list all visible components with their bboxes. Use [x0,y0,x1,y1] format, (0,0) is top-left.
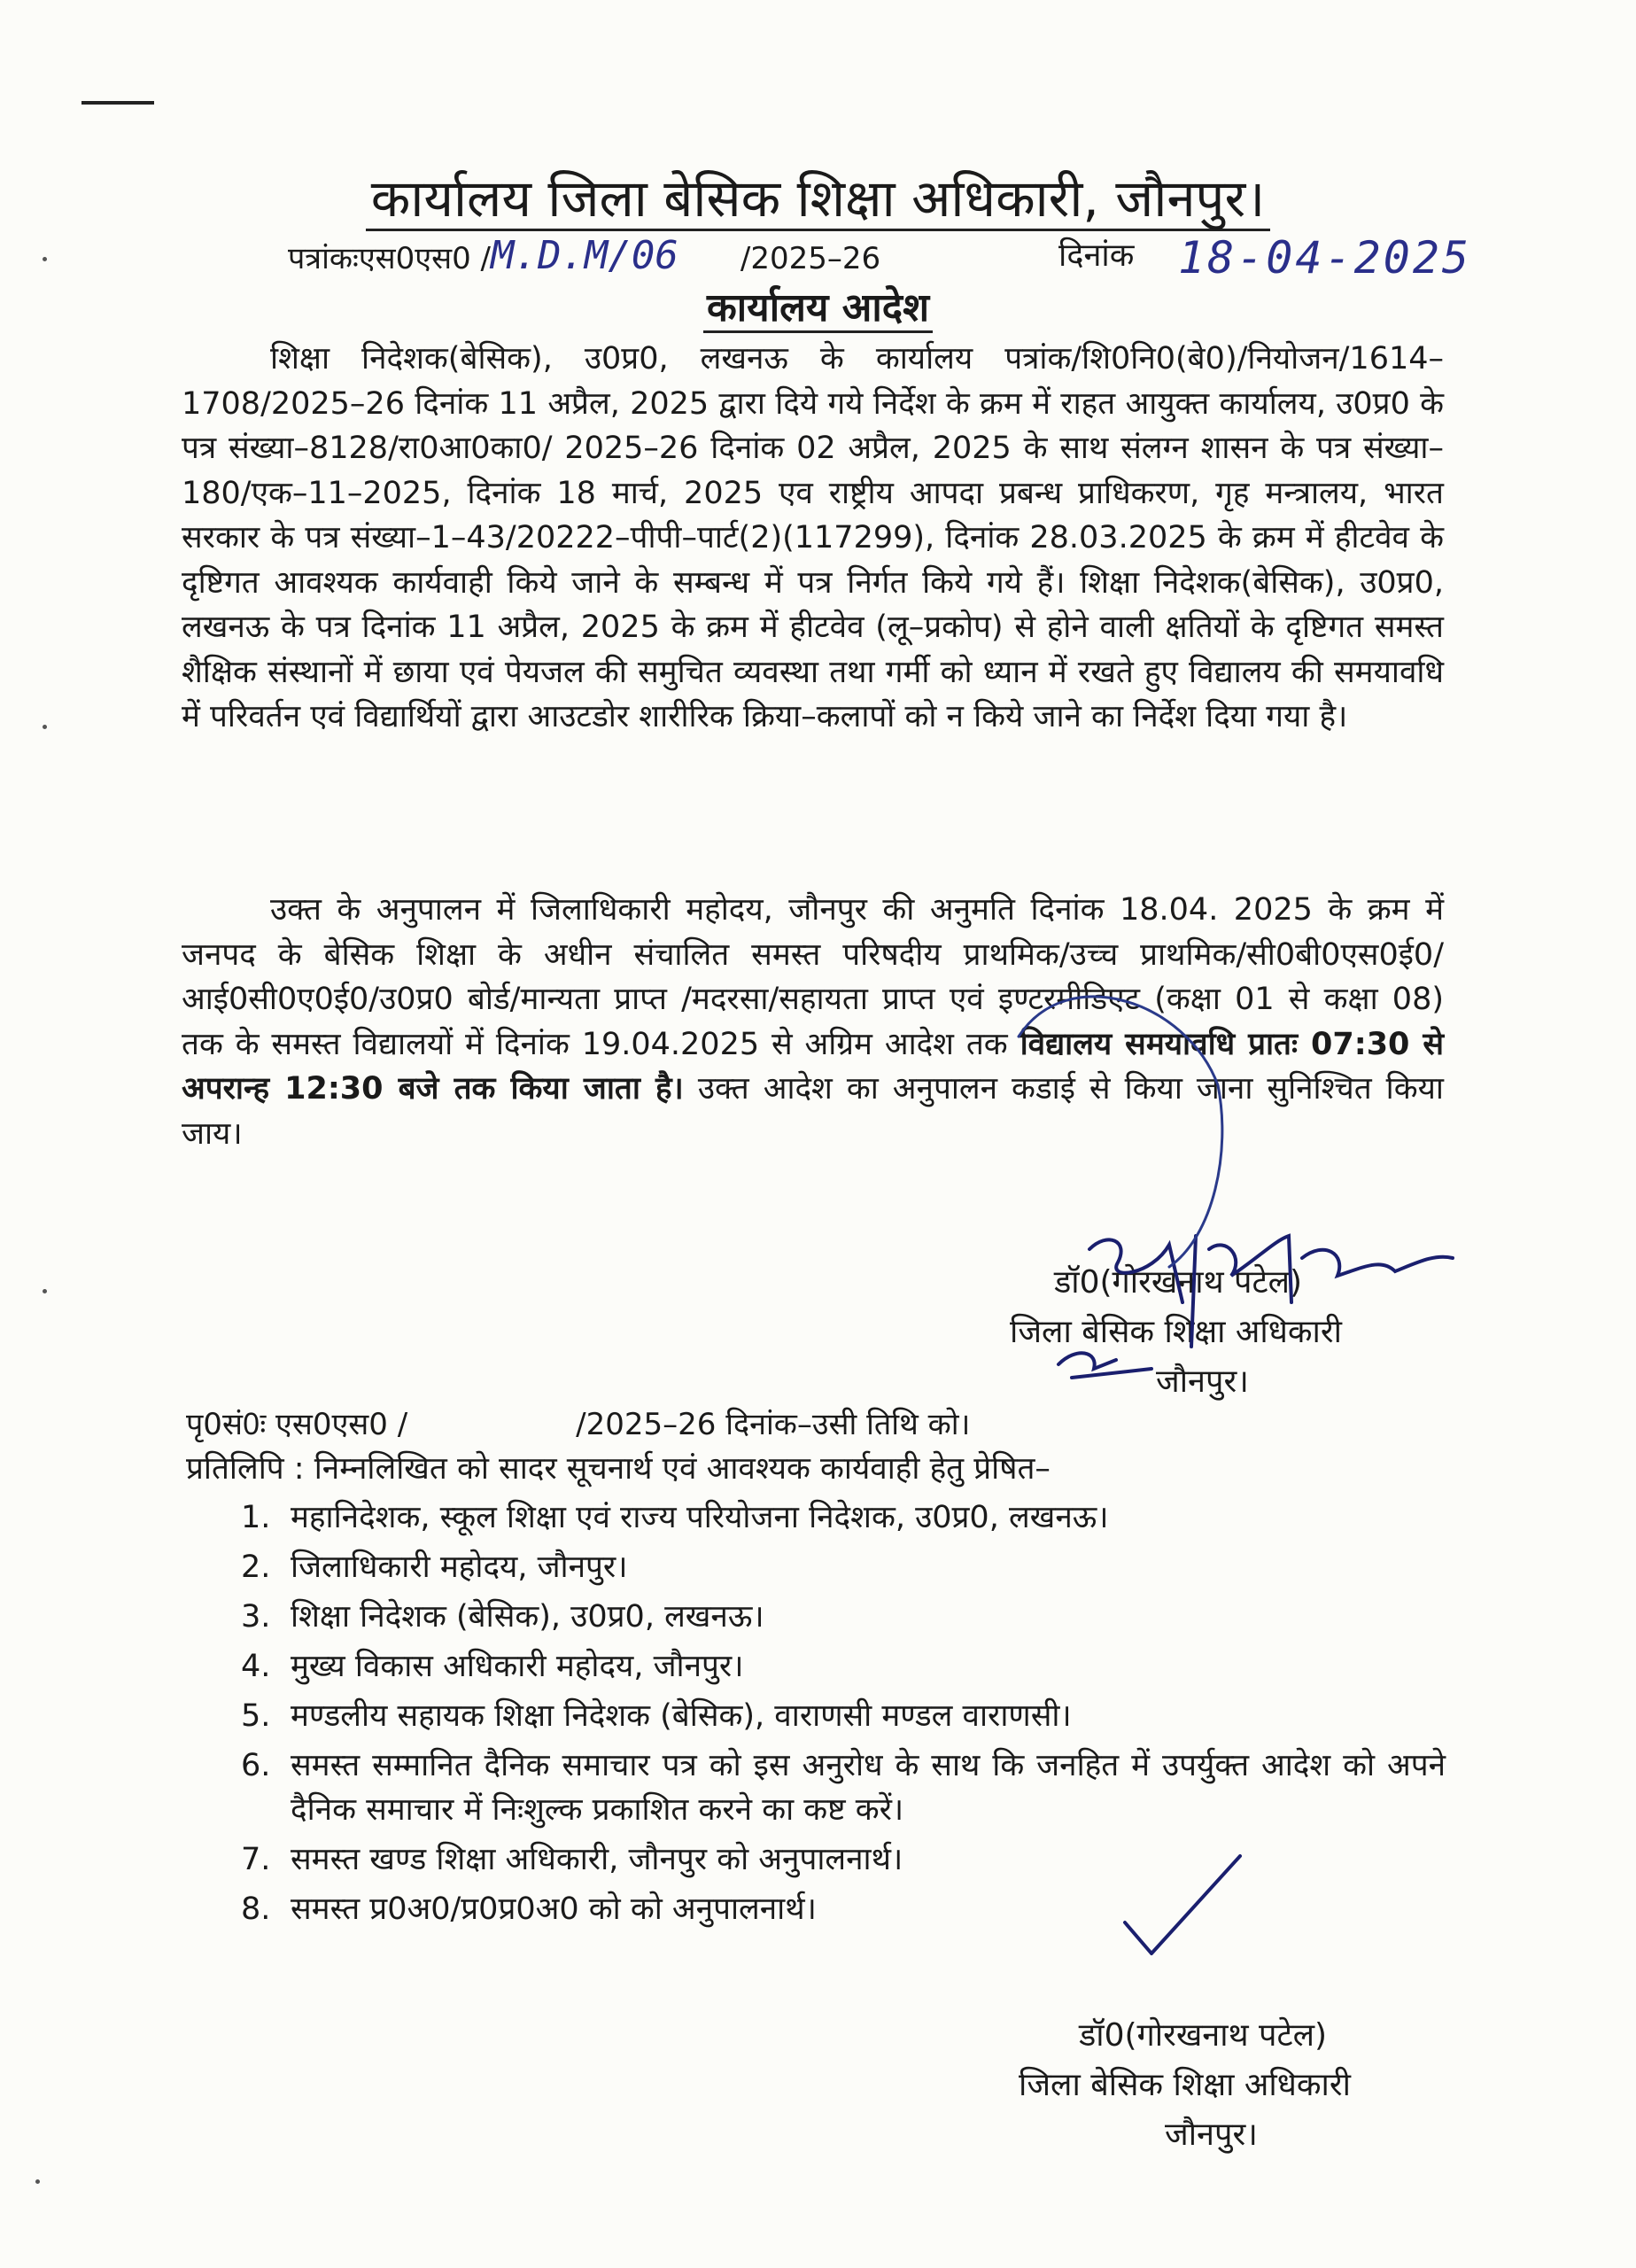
officer-place: जौनपुर। [1156,1363,1249,1400]
list-item-text: समस्त खण्ड शिक्षा अधिकारी, जौनपुर को अनुपालनार्थ। [291,1842,903,1877]
copy-ref-suffix: /2025–26 दिनांक–उसी तिथि को। [576,1407,971,1442]
hole-punch-dot [43,725,47,729]
list-item-text: महानिदेशक, स्कूल शिक्षा एवं राज्य परियोजना निदेशक, उ0प्र0, लखनऊ। [291,1500,1109,1535]
list-item [241,1495,1446,1540]
list-item-text: मुख्य विकास अधिकारी महोदय, जौनपुर। [291,1649,744,1684]
list-item-number: 5. [241,1698,271,1734]
list-item-number: 2. [241,1550,271,1585]
paragraph-2-text: उक्त के अनुपालन में जिलाधिकारी महोदय, जौनपुर की अनुमति दिनांक 18.04. 2025 के क्रम में जनपद के बेसिक शिक्षा के अधीन संचालित समस्त परिषदीय प्राथमिक/उच्च प्राथमिक/सी0बी0एस0ई0/आई0सी0ए0ई0/उ0प्र0 बोर्ड/मान्यता प्राप्त /मदरसा/सहायता प्राप्त एवं इण्टरमीडिएट (कक्षा 01 से कक्षा 08) तक के समस्त विद्यालयों में दिनांक 19.04.2025 से अग्रिम आदेश तक [182,892,1444,1062]
officer-name: डॉ0(गोरखनाथ पटेल) [1054,1264,1303,1301]
ref-handwritten-number: M.D.M/06 [490,233,678,278]
paragraph-1: शिक्षा निदेशक(बेसिक), उ0प्र0, लखनऊ के कार्यालय पत्रांक/शि0नि0(बे0)/नियोजन/1614–1708/2025–26 दिनांक 11 अप्रैल, 2025 द्वारा दिये गये निर्देश के क्रम में राहत आयुक्त कार्यालय, उ0प्र0 के पत्र संख्या–8128/रा0आ0का0/ 2025–26 दिनांक 02 अप्रैल, 2025 के साथ संलग्न शासन के पत्र संख्या–180/एक–11–2025, दिनांक 18 मार्च, 2025 एव राष्ट्रीय आपदा प्रबन्ध प्राधिकरण, गृह मन्त्रालय, भारत सरकार के पत्र संख्या–1–43/20222–पीपी–पार्ट(2)(117299), दिनांक 28.03.2025 के क्रम में हीटवेव के दृष्टिगत आवश्यक कार्यवाही किये जाने के सम्बन्ध में पत्र निर्गत किये गये हैं। शिक्षा निदेशक(बेसिक), उ0प्र0, लखनऊ के पत्र दिनांक 11 अप्रैल, 2025 के क्रम में हीटवेव (लू–प्रकोप) से होने वाली क्षतियों के दृष्टिगत समस्त शैक्षिक संस्थानों में छाया एवं पेयजल की समुचित व्यवस्था तथा गर्मी को ध्यान में रखते हुए विद्यालय की समयावधि में परिवर्तन एवं विद्यार्थियों द्वारा आउटडोर शारीरिक क्रिया–कलापों को न किये जाने का निर्देश दिया गया है। [182,341,1444,734]
copy-reference [186,1402,970,1447]
hole-punch-dot [43,1289,47,1293]
officer-name: डॉ0(गोरखनाथ पटेल) [1079,2017,1328,2054]
list-item-text: समस्त सम्मानित दैनिक समाचार पत्र को इस अनुरोध के साथ कि जनहित में उपर्युक्त आदेश को अपने दैनिक समाचार में निःशुल्क प्रकाशित करने का कष्ट करें। [291,1748,1446,1828]
list-item-number: 1. [241,1500,271,1535]
date-label: दिनांक [1058,237,1135,274]
list-item-number: 8. [241,1891,271,1927]
list-item-text: समस्त प्र0अ0/प्र0प्र0अ0 को को अनुपालनार्थ। [291,1891,817,1927]
signature-block-2 [1019,2011,1444,2160]
order-title: कार्यालय आदेश [0,284,1636,333]
ref-prefix: पत्रांकःएस0एस0 / [288,241,491,276]
hole-punch-dot [43,257,47,261]
letter-reference [288,233,881,279]
list-item [241,1837,1446,1882]
signature-block-1 [1010,1258,1435,1407]
list-item [241,1595,1446,1639]
list-item-number: 7. [241,1842,271,1877]
list-item [241,1694,1446,1738]
copy-intro: प्रतिलिपि : निम्नलिखित को सादर सूचनार्थ एवं आवश्यक कार्यवाही हेतु प्रेषित– [186,1451,1051,1487]
school-timing-emphasis: विद्यालय समयावधि प्रातः 07:30 से अपरान्ह 12:30 बजे तक किया जाता है। [182,1026,1444,1107]
list-item-number: 3. [241,1599,271,1635]
officer-designation: जिला बेसिक शिक्षा अधिकारी [1019,2067,1351,2103]
list-item [241,1887,1446,1931]
copy-ref-prefix: पृ0सं0ः एस0एस0 / [186,1407,408,1442]
list-item [241,1644,1446,1689]
ref-suffix: /2025–26 [740,241,881,276]
copy-recipient-list [241,1495,1446,1937]
paragraph-2-closing: उक्त आदेश का अनुपालन कडाई से किया जाना सुनिश्चित किया जाय। [182,1071,1444,1152]
list-item-text: मण्डलीय सहायक शिक्षा निदेशक (बेसिक), वाराणसी मण्डल वाराणसी। [291,1698,1072,1734]
list-item-number: 6. [241,1748,271,1783]
list-item-text: शिक्षा निदेशक (बेसिक), उ0प्र0, लखनऊ। [291,1599,764,1635]
hole-punch-dot [35,2179,40,2184]
paragraph-2 [182,888,1444,1156]
officer-designation: जिला बेसिक शिक्षा अधिकारी [1010,1314,1342,1350]
list-item [241,1744,1446,1832]
office-title: कार्यालय जिला बेसिक शिक्षा अधिकारी, जौनपुर। [0,167,1636,230]
top-margin-mark [81,101,154,105]
officer-place: जौनपुर। [1165,2117,1258,2153]
list-item-number: 4. [241,1649,271,1684]
list-item [241,1545,1446,1589]
list-item-text: जिलाधिकारी महोदय, जौनपुर। [291,1550,628,1585]
date-handwritten: 18-04-2025 [1178,232,1472,284]
